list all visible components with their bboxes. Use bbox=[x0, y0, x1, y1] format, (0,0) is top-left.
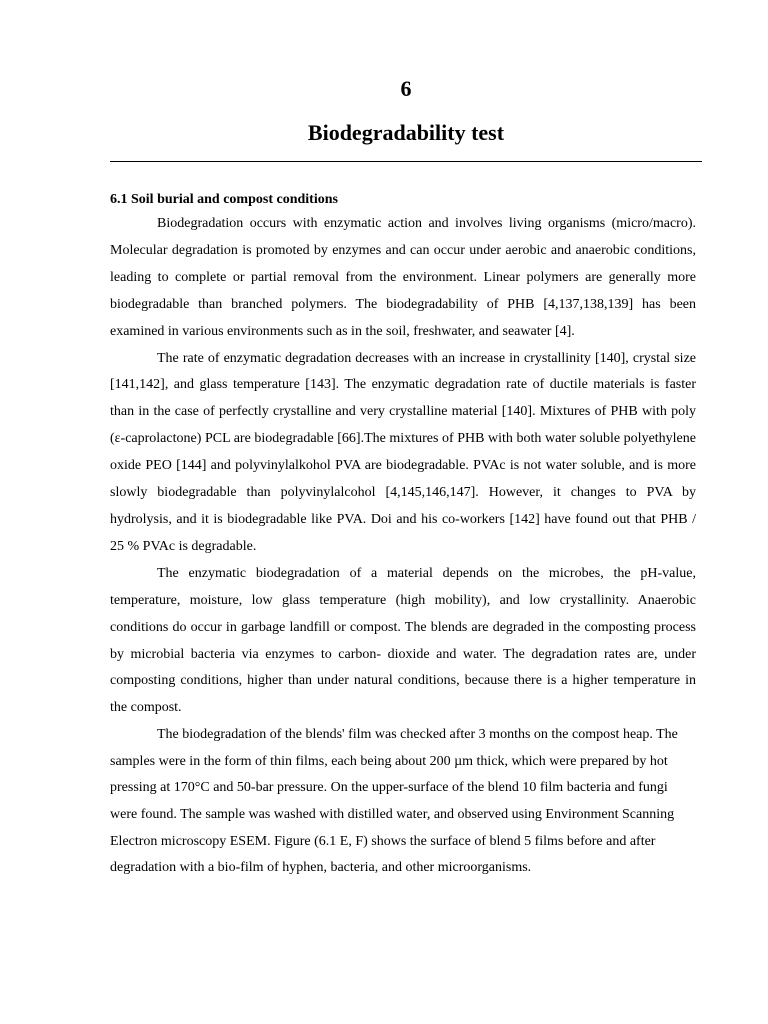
section-heading: 6.1 Soil burial and compost conditions bbox=[110, 192, 338, 207]
paragraph-compost-heap-results: The biodegradation of the blends' film was checked after 3 months on the compost heap. The samples were in the form of thin films, each being about 200 µm thick, which were prepared by hot pressing at 170°C and 50-bar pressure. On the upper-surface of the blend 10 film bacteria and fungi were found. The sample was washed with distilled water, and observed using Environment Scanning Electron microscopy ESEM. Figure (6.1 E, F) shows the surface of blend 5 films before and after degradation with a bio-film of hyphen, bacteria, and other microorganisms. bbox=[110, 727, 678, 876]
title-divider bbox=[110, 161, 702, 162]
section-body bbox=[110, 189, 696, 882]
paragraph-biodegradation-intro: Biodegradation occurs with enzymatic action and involves living organisms (micro/macro). Molecular degradation is promoted by enzymes and can occur under aerobic and anaerobic conditions, leading to complete or partial removal from the environment. Linear polymers are generally more biodegradable than branched polymers. The biodegradability of PHB [4,137,138,139] has been examined in various environments such as in the soil, freshwater, and seawater [4]. bbox=[110, 216, 696, 339]
chapter-title: Biodegradability test bbox=[307, 120, 505, 145]
chapter-number: 6 bbox=[400, 76, 412, 101]
paragraph-composting-conditions: The enzymatic biodegradation of a material depends on the microbes, the pH-value, temperature, moisture, low glass temperature (high mobility), and low crystallinity. Anaerobic conditions do occur in garbage landfill or compost. The blends are degraded in the composting process by microbial bacteria via enzymes to carbon- dioxide and water. The degradation rates are, under composting conditions, higher than under natural conditions, because there is a higher temperature in the compost. bbox=[110, 565, 696, 716]
paragraph-enzymatic-rate: The rate of enzymatic degradation decreases with an increase in crystallinity [140], crystal size [141,142], and glass temperature [143]. The enzymatic degradation rate of ductile materials is faster than in the case of perfectly crystalline and very crystalline material [140]. Mixtures of PHB with poly (ε-caprolactone) PCL are biodegradable [66].The mixtures of PHB with both water soluble polyethylene oxide PEO [144] and polyvinylalkohol PVA are biodegradable. PVAc is not water soluble, and is more slowly biodegradable than polyvinylalcohol [4,145,146,147]. However, it changes to PVA by hydrolysis, and it is biodegradable like PVA. Doi and his co-workers [142] have found out that PHB / 25 % PVAc is degradable. bbox=[110, 350, 696, 554]
